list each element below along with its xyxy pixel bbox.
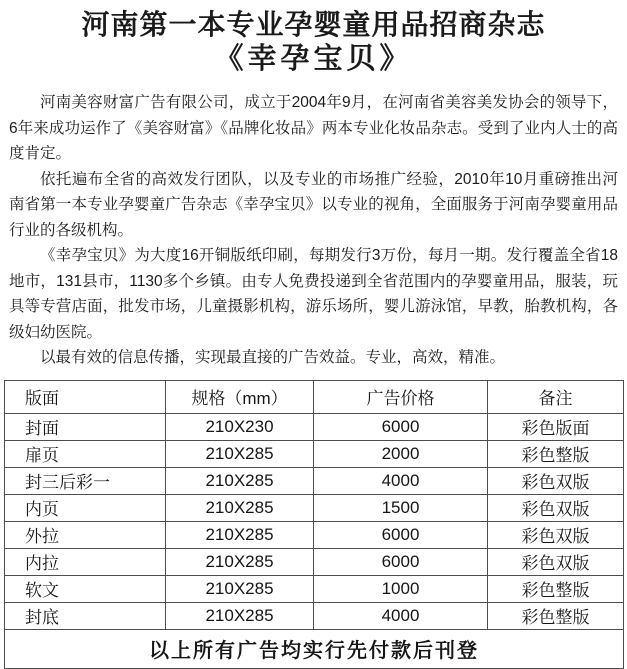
cell-size: 210X285 xyxy=(166,548,314,575)
column-header-note: 备注 xyxy=(488,380,624,413)
cell-size: 210X285 xyxy=(166,440,314,467)
cell-price: 6000 xyxy=(314,521,488,548)
cell-page-type: 扉页 xyxy=(5,440,166,467)
cell-size: 210X285 xyxy=(166,494,314,521)
cell-size: 210X285 xyxy=(166,575,314,602)
table-footer-row xyxy=(5,629,624,668)
table-row xyxy=(5,467,624,494)
cell-price: 1000 xyxy=(314,575,488,602)
cell-page-type: 内页 xyxy=(5,494,166,521)
intro-text xyxy=(0,88,627,371)
cell-size: 210X230 xyxy=(166,413,314,440)
intro-paragraph-company: 河南美容财富广告有限公司，成立于2004年9月，在河南省美容美发协会的领导下，6年来成功运作了《美容财富》《品牌化妆品》两本专业化妆品杂志。受到了业内人士的高度肯定。 xyxy=(9,94,618,162)
cell-note: 彩色整版 xyxy=(488,602,624,629)
cell-price: 6000 xyxy=(314,413,488,440)
cell-note: 彩色双版 xyxy=(488,467,624,494)
magazine-rate-card xyxy=(0,8,627,662)
cell-note: 彩色双版 xyxy=(488,494,624,521)
cell-note: 彩色整版 xyxy=(488,575,624,602)
table-row xyxy=(5,521,624,548)
table-row xyxy=(5,602,624,629)
cell-size: 210X285 xyxy=(166,602,314,629)
intro-paragraph-launch: 依托遍布全省的高效发行团队，以及专业的市场推广经验，2010年10月重磅推出河南省第一本专业孕婴童广告杂志《幸孕宝贝》以专业的视角，全面服务于河南孕婴童用品行业的各级机构。 xyxy=(9,170,618,239)
cell-price: 4000 xyxy=(314,467,488,494)
cell-page-type: 软文 xyxy=(5,575,166,602)
cell-price: 1500 xyxy=(314,494,488,521)
ad-price-table xyxy=(4,380,624,669)
cell-size: 210X285 xyxy=(166,467,314,494)
payment-terms-note: 以上所有广告均实行先付款后刊登 xyxy=(5,629,624,668)
cell-price: 6000 xyxy=(314,548,488,575)
intro-paragraph-distribution: 《幸孕宝贝》为大度16开铜版纸印刷，每期发行3万份，每月一期。发行覆盖全省18地市，131县市，1130多个乡镇。由专人免费投递到全省范围内的孕婴童用品，服装，玩具等专营店面，批发市场，儿童摄影机构，游乐场所，婴儿游泳馆，早教，胎教机构，各级妇幼医院。 xyxy=(9,247,618,341)
cell-page-type: 外拉 xyxy=(5,521,166,548)
cell-note: 彩色双版 xyxy=(488,548,624,575)
table-row xyxy=(5,575,624,602)
cell-price: 2000 xyxy=(314,440,488,467)
cell-note: 彩色整版 xyxy=(488,440,624,467)
cell-note: 彩色版面 xyxy=(488,413,624,440)
column-header-size: 规格（mm） xyxy=(166,380,314,413)
cell-page-type: 内拉 xyxy=(5,548,166,575)
cell-page-type: 封底 xyxy=(5,602,166,629)
column-header-price: 广告价格 xyxy=(314,380,488,413)
table-header-row xyxy=(5,380,624,413)
title-line2: 《幸孕宝贝》 xyxy=(214,43,413,75)
page-title xyxy=(0,8,627,76)
cell-page-type: 封面 xyxy=(5,413,166,440)
table-row xyxy=(5,440,624,467)
column-header-page: 版面 xyxy=(5,380,166,413)
table-row xyxy=(5,494,624,521)
title-line1: 河南第一本专业孕婴童用品招商杂志 xyxy=(81,9,546,40)
table-row xyxy=(5,413,624,440)
table-row xyxy=(5,548,624,575)
cell-price: 4000 xyxy=(314,602,488,629)
cell-page-type: 封三后彩一 xyxy=(5,467,166,494)
cell-size: 210X285 xyxy=(166,521,314,548)
cell-note: 彩色双版 xyxy=(488,521,624,548)
intro-paragraph-slogan: 以最有效的信息传播，实现最直接的广告效益。专业，高效，精准。 xyxy=(40,349,506,366)
